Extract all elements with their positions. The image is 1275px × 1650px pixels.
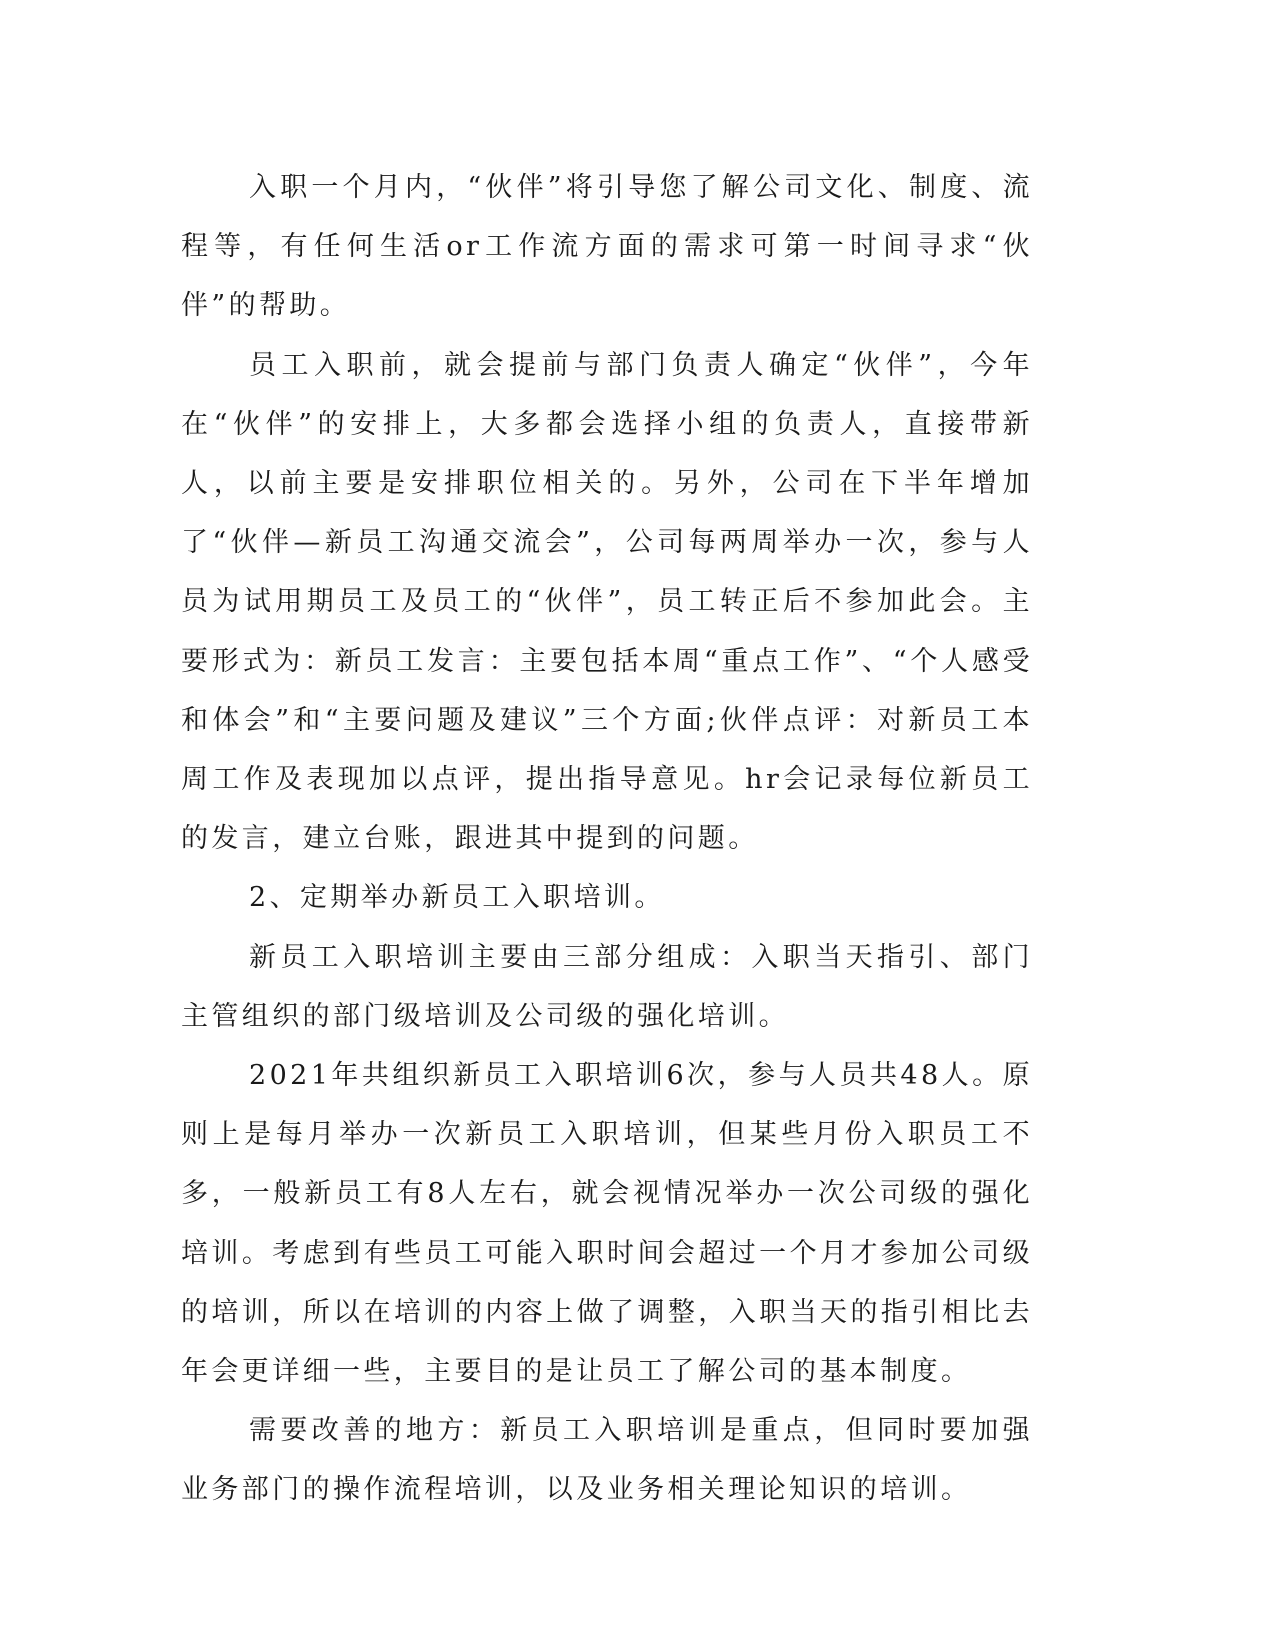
paragraph-partner-arrangement: 员工入职前，就会提前与部门负责人确定“伙伴”，今年在“伙伴”的安排上，大多都会选择小组的负责人，直接带新人，以前主要是安排职位相关的。另外，公司在下半年增加了“伙伴—新员工沟通交流会”，公司每两周举办一次，参与人员为试用期员工及员工的“伙伴”，员工转正后不参加此会。主要形式为：新员工发言：主要包括本周“重点工作”、“个人感受和体会”和“主要问题及建议”三个方面;伙伴点评：对新员工本周工作及表现加以点评，提出指导意见。hr会记录每位新员工的发言，建立台账，跟进其中提到的问题。 xyxy=(181,349,1033,855)
paragraph-section-heading-training: 2、定期举办新员工入职培训。 xyxy=(249,882,665,914)
paragraph-training-statistics: 2021年共组织新员工入职培训6次，参与人员共48人。原则上是每月举办一次新员工入职培训，但某些月份入职员工不多，一般新员工有8人左右，就会视情况举办一次公司级的强化培训。考虑到有些员工可能入职时间会超过一个月才参加公司级的培训，所以在培训的内容上做了调整，入职当天的指引相比去年会更详细一些，主要目的是让员工了解公司的基本制度。 xyxy=(181,1060,1033,1388)
paragraph-improvements: 需要改善的地方：新员工入职培训是重点，但同时要加强业务部门的操作流程培训，以及业务相关理论知识的培训。 xyxy=(181,1415,1033,1506)
paragraph-training-composition: 新员工入职培训主要由三部分组成：入职当天指引、部门主管组织的部门级培训及公司级的强化培训。 xyxy=(181,941,1033,1032)
paragraph-partner-guidance: 入职一个月内，“伙伴”将引导您了解公司文化、制度、流程等，有任何生活or工作流方面的需求可第一时间寻求“伙伴”的帮助。 xyxy=(181,172,1033,322)
document-body xyxy=(181,158,1033,1520)
